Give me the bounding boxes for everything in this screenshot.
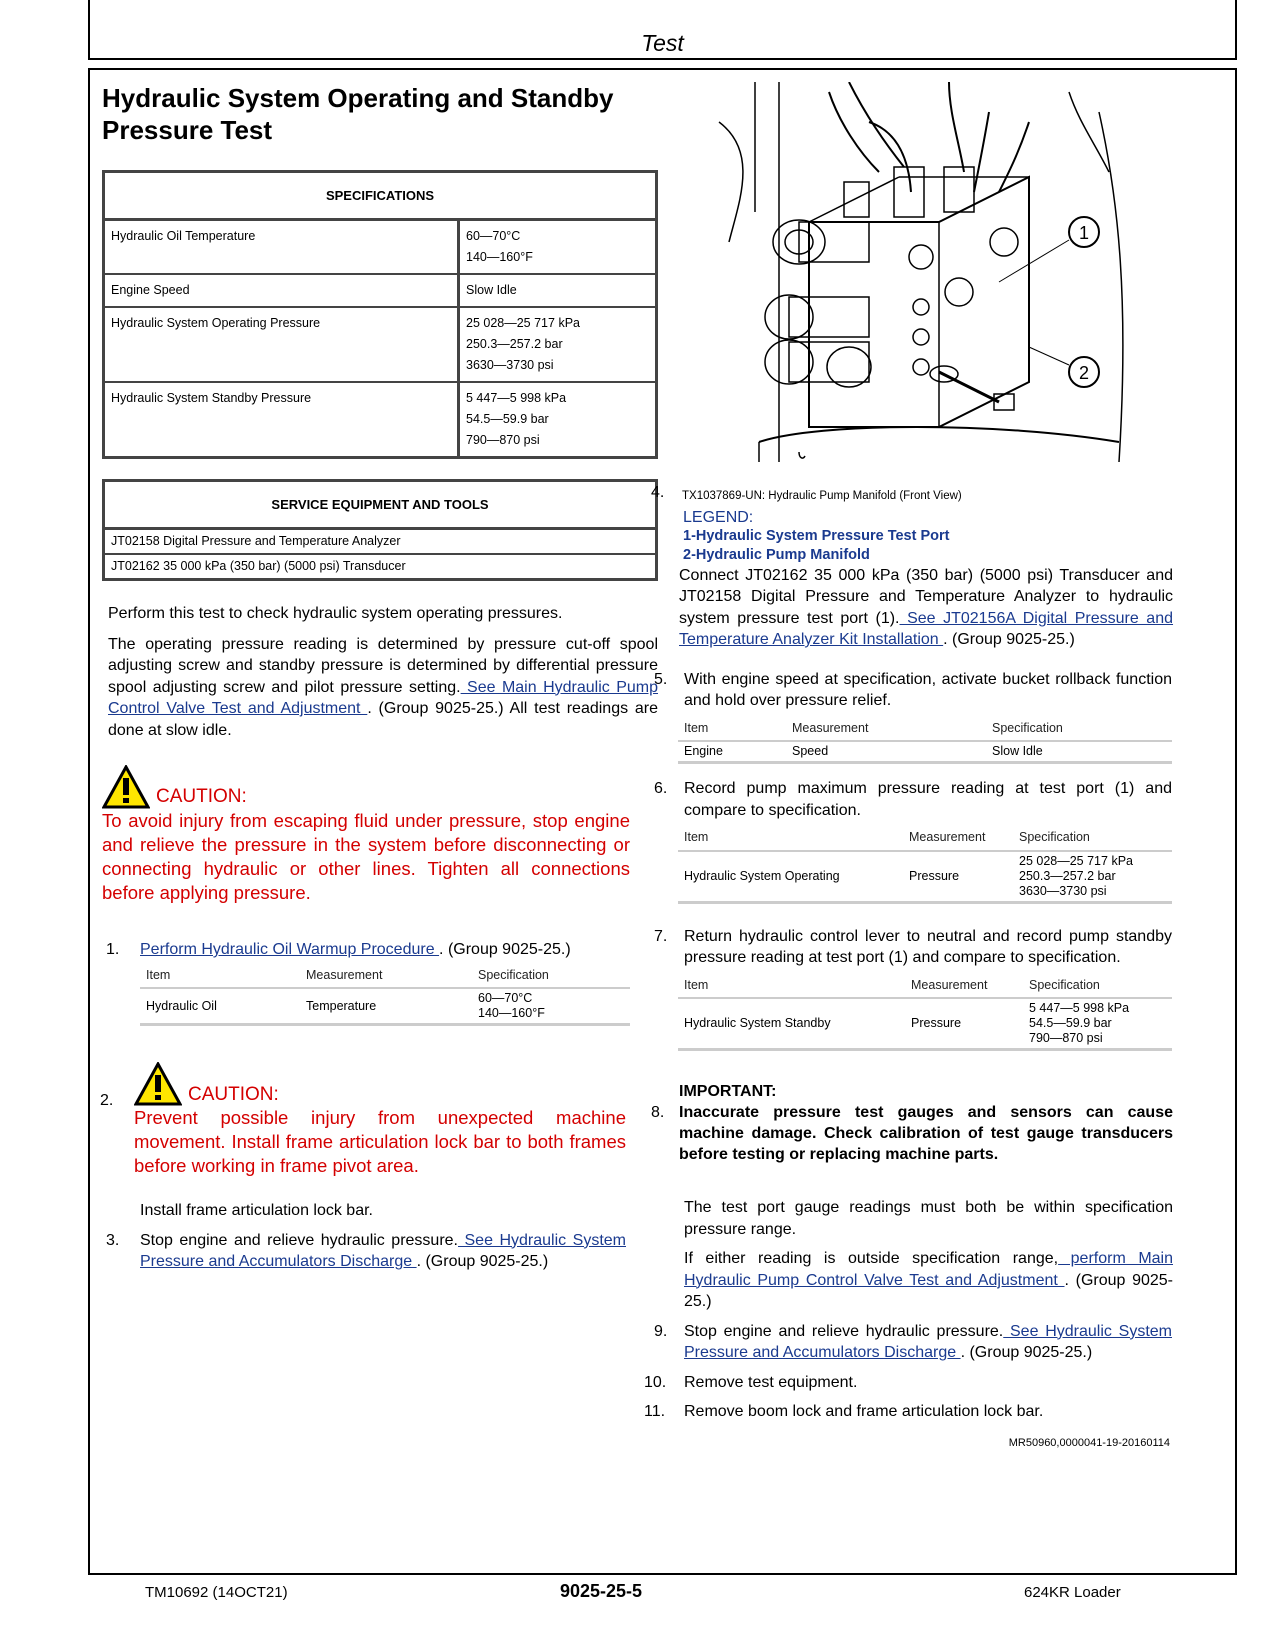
callout-1: 1	[1078, 223, 1090, 243]
important-text: Inaccurate pressure test gauges and sensors can cause machine damage. Check calibration of test gauge transducers before testing or replacing machine parts.	[679, 1104, 1173, 1163]
footer-page-number: 9025-25-5	[560, 1581, 643, 1601]
warmup-procedure-link[interactable]: Perform Hydraulic Oil Warmup Procedure	[140, 941, 440, 958]
intro-paragraph: The operating pressure reading is determined by pressure cut-off spool adjusting screw and standby pressure is determined by differential pressure spool adjusting screw and pilot pressure setting. See Main Hydraulic Pump Control Valve Test and Adjustment . (Group 9025-25.) All test readings are done at slow idle.	[108, 635, 659, 739]
step-1-table: Item Measurement Specification Hydraulic Oil Temperature 60—70°C 140—160°F	[140, 965, 630, 1027]
step-3: 3. Stop engine and relieve hydraulic pressure. See Hydraulic System Pressure and Accumulators Discharge . (Group 9025-25.)	[106, 1231, 626, 1270]
step-6-table: Item Measurement Specification Hydraulic System Operating Pressure 25 028—25 717 kPa 250.3—257.2 bar 3630—3730 psi	[678, 827, 1172, 904]
tools-table	[102, 479, 658, 581]
table-row	[104, 529, 657, 555]
page-title: Hydraulic System Operating and Standby Pressure Test	[102, 83, 614, 145]
spec-value: 25 028—25 717 kPa 250.3—257.2 bar 3630—3730 psi	[459, 307, 657, 382]
warning-icon	[134, 1062, 182, 1106]
caution-text: To avoid injury from escaping fluid under pressure, stop engine and relieve the pressure in the system before disconnecting or connecting hydraulic or other lines. Tighten all connections before applying pressure.	[102, 810, 630, 903]
step-4: 4. TX1037869-UN: Hydraulic Pump Manifold (Front View) LEGEND: 1-Hydraulic System Pressure Test Port 2-Hydraulic Pump Manifold Connect JT02162 35 000 kPa (350 bar) (5000 psi) Transducer and JT02158 Digital Pressure and Temperature Analyzer to hydraulic system pressure test port (1). See JT02156A Digital Pressure and Temperature Analyzer Kit Installation . (Group 9025-25.)	[679, 486, 1173, 651]
document-reference: MR50960,0000041-19-20160114	[1008, 1436, 1170, 1449]
left-column	[102, 82, 662, 1273]
step-8-note: The test port gauge readings must both be within specification pressure range.	[684, 1199, 1173, 1238]
step-6: 6. Record pump maximum pressure reading at test port (1) and compare to specification. Item Measurement Specification Hydraulic System Operating Pressure 25 028—25 717 kPa 250.3—257.2 bar 3630—3730 psi	[684, 778, 1172, 904]
analyzer-kit-installation-link[interactable]: See JT02156A Digital Pressure and Temperature Analyzer Kit Installation	[679, 609, 1174, 648]
control-valve-test-link[interactable]: perform Main Hydraulic Pump Control Valve Test and Adjustment	[684, 1250, 1173, 1289]
step-7-table: Item Measurement Specification Hydraulic System Standby Pressure 5 447—5 998 kPa 54.5—59.9 bar 790—870 psi	[678, 975, 1172, 1052]
step-4-text: Connect JT02162 35 000 kPa (350 bar) (5000 psi) Transducer and JT02158 Digital Pressure and Temperature Analyzer to hydraulic system pressure test port (1). See JT02156A Digital Pressure and Temperature Analyzer Kit Installation . (Group 9025-25.)	[679, 566, 1174, 648]
caution-label: CAUTION:	[188, 1083, 279, 1105]
section-title: Test	[641, 30, 684, 56]
figure-caption: TX1037869-UN: Hydraulic Pump Manifold (Front View)	[682, 490, 962, 502]
step-5-table: Item Measurement Specification Engine Speed Slow Idle	[678, 718, 1172, 765]
tool-item: JT02162 35 000 kPa (350 bar) (5000 psi) Transducer	[104, 554, 657, 580]
specifications-table	[102, 170, 658, 459]
spec-value: 5 447—5 998 kPa 54.5—59.9 bar 790—870 psi	[459, 382, 657, 458]
table-row: Hydraulic System Standby Pressure 5 447—5 998 kPa 54.5—59.9 bar 790—870 psi	[678, 998, 1172, 1050]
accumulator-discharge-link[interactable]: See Hydraulic System Pressure and Accumulators Discharge	[684, 1322, 1172, 1361]
table-row: Hydraulic System Operating Pressure 25 028—25 717 kPa 250.3—257.2 bar 3630—3730 psi	[678, 851, 1172, 903]
tools-heading: SERVICE EQUIPMENT AND TOOLS	[104, 481, 657, 529]
table-row: Engine Speed Slow Idle	[678, 741, 1172, 763]
step-8-note-2: If either reading is outside specification range, perform Main Hydraulic Pump Control Valve Test and Adjustment . (Group 9025-25.)	[684, 1250, 1174, 1310]
step-7: 7. Return hydraulic control lever to neutral and record pump standby pressure reading at test port (1) and compare to specification. Item Measurement Specification Hydraulic System Standby Pressure 5 447—5 998 kPa 54.5—59.9 bar 790—870 psi	[684, 926, 1172, 1052]
control-valve-test-link[interactable]: See Main Hydraulic Pump Control Valve Test and Adjustment	[108, 678, 658, 717]
step-2-instruction: Install frame articulation lock bar.	[140, 1202, 373, 1219]
callout-2: 2	[1078, 363, 1090, 383]
hydraulic-pump-manifold-illustration	[699, 82, 1147, 462]
specifications-heading: SPECIFICATIONS	[104, 172, 657, 220]
warning-icon	[102, 765, 150, 809]
step-10: 10. Remove test equipment.	[644, 1373, 858, 1391]
figure-legend: LEGEND: 1-Hydraulic System Pressure Test Port 2-Hydraulic Pump Manifold	[683, 508, 950, 563]
tool-item: JT02158 Digital Pressure and Temperature Analyzer	[104, 529, 657, 555]
right-column	[644, 82, 1223, 1449]
table-row	[104, 382, 657, 458]
step-5: 5. With engine speed at specification, activate bucket rollback function and hold over pressure relief. Item Measurement Specification Engine Speed Slow Idle	[684, 669, 1172, 765]
table-row	[104, 307, 657, 382]
step-8: 8. IMPORTANT: Inaccurate pressure test gauges and sensors can cause machine damage. Check calibration of test gauge transducers before testing or replacing machine parts. The test port gauge readings must both be within specification pressure range. If either reading is outside specification range, perform Main Hydraulic Pump Control Valve Test and Adjustment . (Group 9025-25.)	[679, 1081, 1173, 1313]
caution-label: CAUTION:	[156, 786, 247, 807]
spec-value: Slow Idle	[459, 274, 657, 307]
caution-block	[102, 765, 662, 905]
important-label: IMPORTANT:	[679, 1083, 777, 1100]
table-row: Hydraulic Oil Temperature 60—70°C 140—160°F	[140, 988, 630, 1025]
accumulator-discharge-link[interactable]: See Hydraulic System Pressure and Accumulators Discharge	[140, 1231, 626, 1270]
footer-manual-id: TM10692 (14OCT21)	[145, 1584, 288, 1601]
spec-label: Engine Speed	[104, 274, 459, 307]
table-row	[104, 220, 657, 275]
step-2: 2. CAUTION: Prevent possible injury from unexpected machine movement. Install frame articulation lock bar to both frames before working in frame pivot area. Install frame articulation lock bar.	[134, 1062, 626, 1222]
spec-label: Hydraulic System Standby Pressure	[104, 382, 459, 458]
spec-label: Hydraulic Oil Temperature	[104, 220, 459, 275]
step-11: 11. Remove boom lock and frame articulation lock bar.	[644, 1403, 1044, 1420]
table-row	[104, 554, 657, 580]
spec-value: 60—70°C 140—160°F	[459, 220, 657, 275]
intro-text: Perform this test to check hydraulic system operating pressures.	[108, 605, 563, 622]
caution-text: Prevent possible injury from unexpected machine movement. Install frame articulation lock bar to both frames before working in frame pivot area.	[134, 1107, 626, 1176]
step-1: 1. Perform Hydraulic Oil Warmup Procedure . (Group 9025-25.) Item Measurement Specification Hydraulic Oil Temperature 60—70°C 140—160°F	[140, 939, 660, 1026]
footer-model: 624KR Loader	[1024, 1584, 1121, 1601]
step-9: 9. Stop engine and relieve hydraulic pressure. See Hydraulic System Pressure and Accumulators Discharge . (Group 9025-25.)	[654, 1322, 1172, 1361]
table-row	[104, 274, 657, 307]
spec-label: Hydraulic System Operating Pressure	[104, 307, 459, 382]
header-box	[88, 0, 1237, 60]
